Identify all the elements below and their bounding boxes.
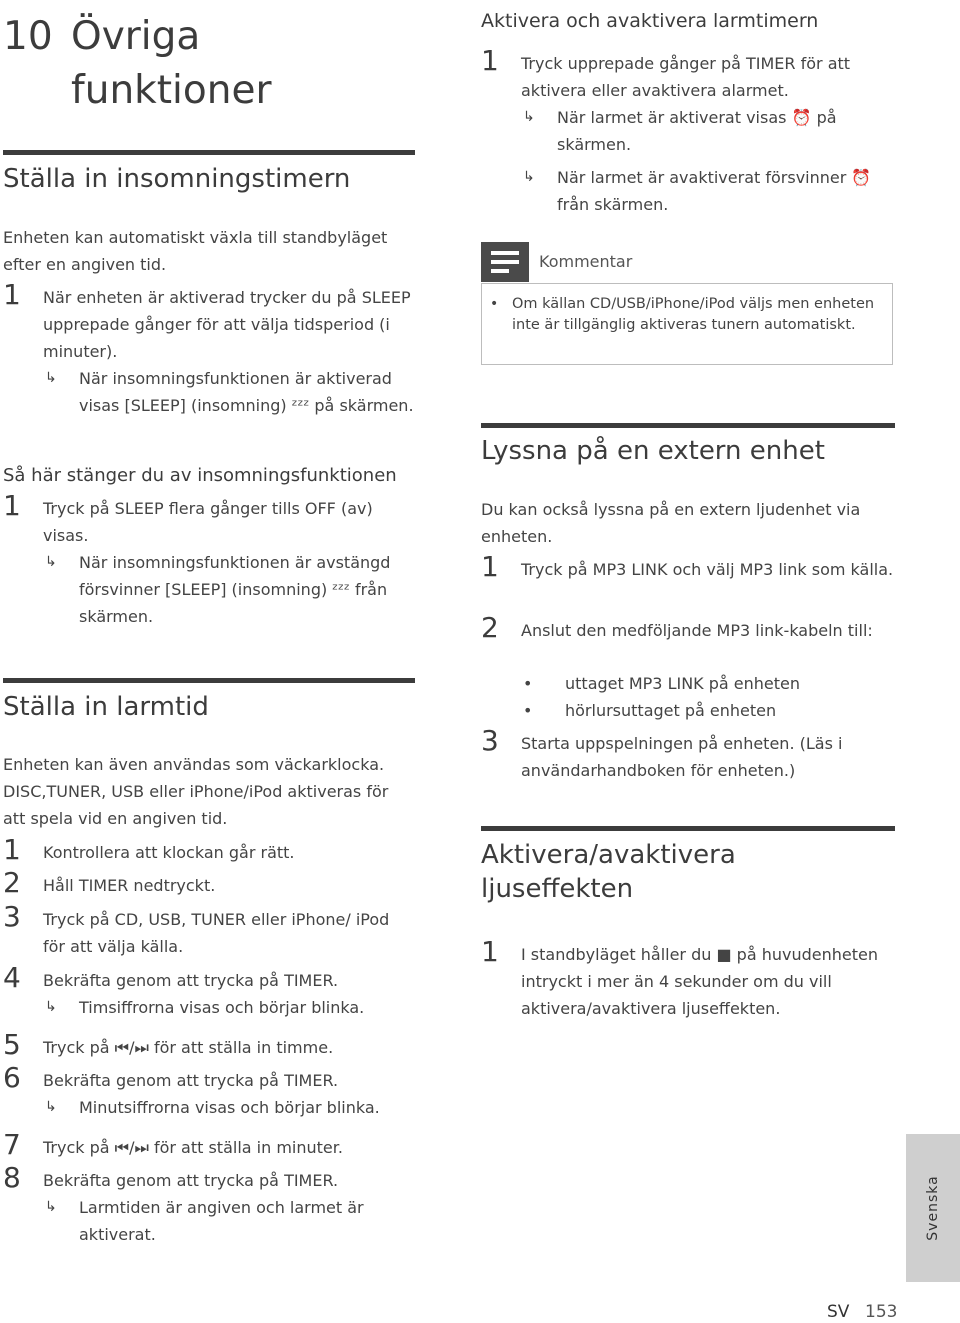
result-arrow-icon: ↳: [45, 999, 57, 1015]
alarm-heading: Ställa in larmtid: [3, 692, 209, 722]
result-text: När larmet är avaktiverat försvinner ⏰ från skärmen.: [557, 168, 872, 214]
sleep-intro: Enheten kan automatiskt växla till standbyläget efter en angiven tid.: [3, 228, 388, 274]
result-text: När insomningsfunktionen är avstängd försvinner [SLEEP] (insomning) ᶻᶻᶻ från skärmen.: [79, 553, 391, 626]
section-rule: [3, 678, 415, 683]
step-text: I standbyläget håller du ■ på huvudenheten intryckt i mer än 4 sekunder om du vill aktivera/avaktivera ljuseffekten.: [521, 945, 878, 1018]
note-icon: [481, 242, 529, 282]
step-text: Tryck upprepade gånger på TIMER för att aktivera eller avaktivera alarmet.: [521, 54, 851, 100]
result-arrow-icon: ↳: [45, 1199, 57, 1215]
step-number: 1: [3, 489, 21, 522]
step-text: När enheten är aktiverad trycker du på SLEEP upprepade gånger för att välja tidsperiod (i minuter).: [43, 288, 411, 361]
step-text: Bekräfta genom att trycka på TIMER.: [43, 971, 339, 990]
alarm-intro: Enheten kan även användas som väckarklocka. DISC,TUNER, USB eller iPhone/iPod aktiveras för att spela vid en angiven tid.: [3, 755, 389, 828]
step-number: 5: [3, 1028, 21, 1061]
light-heading: Aktivera/avaktivera ljuseffekten: [481, 840, 736, 904]
step-number: 1: [3, 278, 21, 311]
step-number: 3: [481, 724, 499, 757]
sleep-heading: Ställa in insomningstimern: [3, 164, 351, 194]
step-text: Bekräfta genom att trycka på TIMER.: [43, 1171, 339, 1190]
step-text: Anslut den medföljande MP3 link-kabeln till:: [521, 621, 873, 640]
external-heading: Lyssna på en extern enhet: [481, 436, 825, 466]
step-text: Tryck på ⏮/⏭ för att ställa in minuter.: [43, 1138, 343, 1157]
footer-language: SV: [827, 1302, 850, 1322]
step-number: 2: [481, 611, 499, 644]
result-text: Timsiffrorna visas och börjar blinka.: [79, 998, 365, 1017]
result-arrow-icon: ↳: [45, 554, 57, 570]
sleep-step-1: [3, 278, 415, 365]
result-text: När insomningsfunktionen är aktiverad visas [SLEEP] (insomning) ᶻᶻᶻ på skärmen.: [79, 369, 414, 415]
step-number: 3: [3, 900, 21, 933]
step-number: 7: [3, 1128, 21, 1161]
result-text: När larmet är aktiverat visas ⏰ på skärmen.: [557, 108, 837, 154]
section-rule: [481, 826, 895, 831]
step-text: Bekräfta genom att trycka på TIMER.: [43, 1071, 339, 1090]
result-text: Minutsiffrorna visas och börjar blinka.: [79, 1098, 380, 1117]
external-intro: Du kan också lyssna på en extern ljudenhet via enheten.: [481, 500, 861, 546]
step-number: 1: [481, 44, 499, 77]
note-box: [481, 283, 893, 365]
result-text: Larmtiden är angiven och larmet är aktiverat.: [79, 1198, 364, 1244]
result-arrow-icon: ↳: [523, 109, 535, 125]
language-tab-label: Svenska: [925, 1175, 941, 1241]
step-text: Håll TIMER nedtryckt.: [43, 876, 216, 895]
page-number: 153: [865, 1302, 898, 1322]
section-rule: [3, 150, 415, 155]
step-text: Kontrollera att klockan går rätt.: [43, 843, 295, 862]
step-number: 4: [3, 961, 21, 994]
step-number: 2: [3, 866, 21, 899]
result-arrow-icon: ↳: [523, 169, 535, 185]
bullet-dot: •: [523, 701, 533, 720]
chapter-number: 10: [3, 14, 53, 59]
section-rule: [481, 423, 895, 428]
step-number: 6: [3, 1061, 21, 1094]
step-text: Tryck på ⏮/⏭ för att ställa in timme.: [43, 1038, 334, 1057]
result-arrow-icon: ↳: [45, 370, 57, 386]
bullet-text: uttaget MP3 LINK på enheten: [565, 674, 801, 693]
bullet-dot: •: [523, 674, 533, 693]
note-bullet: •: [490, 296, 499, 312]
step-number: 1: [481, 935, 499, 968]
result-arrow-icon: ↳: [45, 1099, 57, 1115]
chapter-name: Övriga funktioner: [71, 14, 272, 113]
sleep-off-subheading: Så här stänger du av insomningsfunktionen: [3, 465, 397, 486]
step-text: Tryck på CD, USB, TUNER eller iPhone/ iPod för att välja källa.: [43, 910, 390, 956]
alarm-toggle-heading: Aktivera och avaktivera larmtimern: [481, 10, 819, 32]
step-text: Tryck på SLEEP flera gånger tills OFF (av) visas.: [43, 499, 373, 545]
step-text: Tryck på MP3 LINK och välj MP3 link som källa.: [521, 560, 894, 579]
note-label: Kommentar: [539, 252, 633, 271]
note-text: Om källan CD/USB/iPhone/iPod väljs men enheten inte är tillgänglig aktiveras tunern automatiskt.: [512, 296, 875, 333]
language-side-tab: [906, 1134, 960, 1282]
step-text: Starta uppspelningen på enheten. (Läs i användarhandboken för enheten.): [521, 734, 843, 780]
step-number: 1: [3, 833, 21, 866]
step-number: 1: [481, 550, 499, 583]
step-number: 8: [3, 1161, 21, 1194]
bullet-text: hörlursuttaget på enheten: [565, 701, 777, 720]
